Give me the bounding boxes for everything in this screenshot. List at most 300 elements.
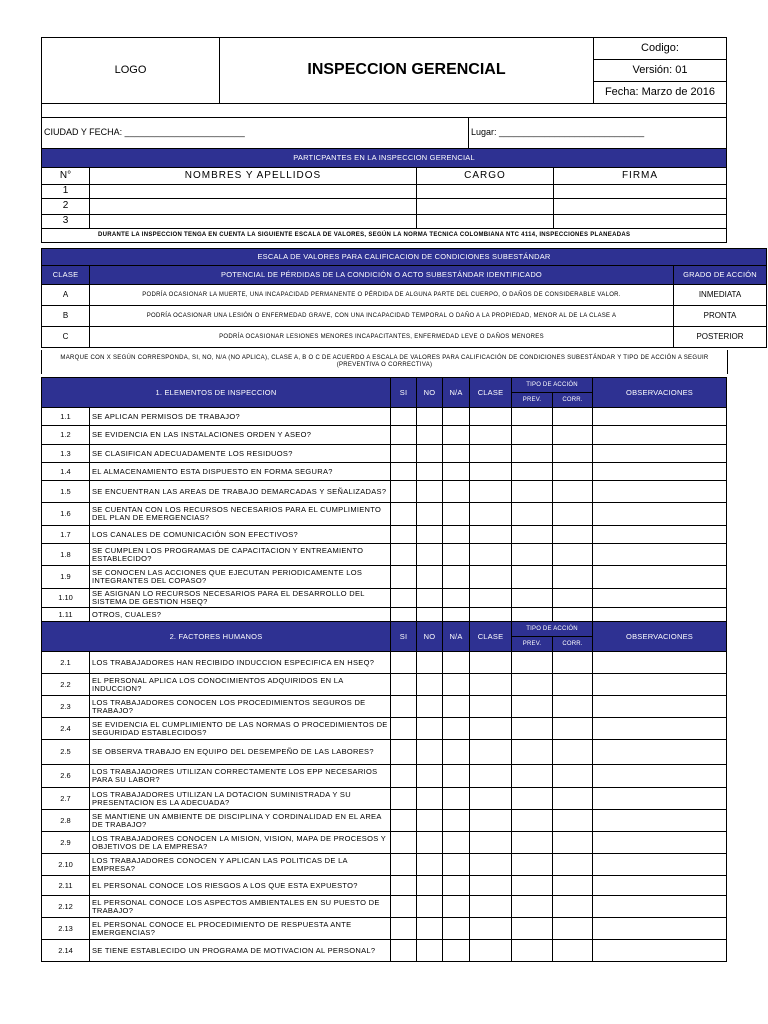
check-cell-na[interactable]	[443, 463, 470, 481]
participant-cargo-cell[interactable]	[417, 215, 554, 229]
check-cell-corr[interactable]	[553, 526, 593, 544]
item-number: 1.1	[42, 408, 90, 426]
check-cell-no[interactable]	[417, 832, 443, 854]
check-cell-no[interactable]	[417, 718, 443, 740]
observaciones-cell[interactable]	[593, 526, 727, 544]
check-cell-si[interactable]	[391, 608, 417, 622]
check-cell-corr[interactable]	[553, 674, 593, 696]
check-cell-na[interactable]	[443, 426, 470, 445]
check-cell-corr[interactable]	[553, 544, 593, 566]
item-question: EL ALMACENAMIENTO ESTA DISPUESTO EN FORMA SEGURA?	[90, 463, 391, 481]
participant-firma-cell[interactable]	[554, 185, 727, 199]
checklist-table	[41, 377, 727, 962]
check-cell-na[interactable]	[443, 876, 470, 896]
check-cell-no[interactable]	[417, 674, 443, 696]
item-question: LOS TRABAJADORES CONOCEN LA MISION, VISION, MAPA DE PROCESOS Y OBJETIVOS DE LA EMPRESA?	[90, 832, 391, 854]
check-cell-na[interactable]	[443, 718, 470, 740]
check-cell-si[interactable]	[391, 408, 417, 426]
check-cell-si[interactable]	[391, 674, 417, 696]
observaciones-cell[interactable]	[593, 608, 727, 622]
scale-row	[42, 327, 767, 348]
check-cell-si[interactable]	[391, 876, 417, 896]
participant-firma-cell[interactable]	[554, 199, 727, 215]
participant-firma-cell[interactable]	[554, 215, 727, 229]
check-cell-na[interactable]	[443, 503, 470, 526]
check-cell-prev[interactable]	[512, 876, 553, 896]
check-cell-prev[interactable]	[512, 810, 553, 832]
check-cell-prev[interactable]	[512, 463, 553, 481]
item-number: 2.11	[42, 876, 90, 896]
check-cell-corr[interactable]	[553, 765, 593, 788]
check-cell-corr[interactable]	[553, 718, 593, 740]
checklist-row	[42, 589, 727, 608]
participant-name-cell[interactable]	[90, 199, 417, 215]
check-cell-prev[interactable]	[512, 481, 553, 503]
check-cell-clase[interactable]	[470, 608, 512, 622]
check-cell-prev[interactable]	[512, 765, 553, 788]
check-cell-prev[interactable]	[512, 788, 553, 810]
check-cell-prev[interactable]	[512, 426, 553, 445]
col-clase: CLASE	[470, 378, 512, 408]
scale-title: ESCALA DE VALORES PARA CALIFICACION DE CONDICIONES SUBESTÁNDAR	[42, 249, 767, 266]
check-cell-na[interactable]	[443, 544, 470, 566]
observaciones-cell[interactable]	[593, 463, 727, 481]
check-cell-si[interactable]	[391, 544, 417, 566]
participant-name-cell[interactable]	[90, 215, 417, 229]
check-cell-no[interactable]	[417, 788, 443, 810]
check-cell-si[interactable]	[391, 940, 417, 962]
check-cell-na[interactable]	[443, 940, 470, 962]
checklist-row	[42, 526, 727, 544]
section-title: 2. FACTORES HUMANOS	[42, 622, 391, 652]
checklist-row	[42, 544, 727, 566]
item-number: 1.8	[42, 544, 90, 566]
item-number: 2.10	[42, 854, 90, 876]
observaciones-cell[interactable]	[593, 876, 727, 896]
check-cell-no[interactable]	[417, 481, 443, 503]
header-spacer	[41, 103, 727, 118]
item-question: OTROS, CUALES?	[90, 608, 391, 622]
check-cell-corr[interactable]	[553, 445, 593, 463]
check-cell-corr[interactable]	[553, 503, 593, 526]
check-cell-si[interactable]	[391, 896, 417, 918]
check-cell-corr[interactable]	[553, 918, 593, 940]
instruction-text: MARQUE CON X SEGÚN CORRESPONDA, SI, NO, N/A (NO APLICA), CLASE A, B O C DE ACUERDO A ESCALA DE VALORES PARA CALIFICACIÓN DE CONDICIONES SUBESTÁNDAR Y TIPO DE ACCIÓN A SEGUIR (PREVENTIVA O CORRECTIVA)	[41, 350, 728, 374]
item-question: LOS TRABAJADORES UTILIZAN LA DOTACION SUMINISTRADA Y SU PRESENTACION ES LA ADECUADA?	[90, 788, 391, 810]
check-cell-prev[interactable]	[512, 696, 553, 718]
check-cell-clase[interactable]	[470, 918, 512, 940]
scale-col-potencial: POTENCIAL DE PÉRDIDAS DE LA CONDICIÓN O ACTO SUBESTÁNDAR IDENTIFICADO	[90, 266, 674, 285]
check-cell-no[interactable]	[417, 652, 443, 674]
checklist-row	[42, 426, 727, 445]
check-cell-si[interactable]	[391, 652, 417, 674]
col-observaciones: OBSERVACIONES	[593, 378, 727, 408]
col-prev: PREV.	[512, 393, 553, 408]
document-code: Codigo:	[594, 38, 727, 60]
checklist-row	[42, 696, 727, 718]
lugar-field[interactable]: Lugar: _____________________________	[469, 118, 727, 149]
item-question: EL PERSONAL CONOCE LOS ASPECTOS AMBIENTALES EN SU PUESTO DE TRABAJO?	[90, 896, 391, 918]
participant-cargo-cell[interactable]	[417, 199, 554, 215]
checklist-row	[42, 503, 727, 526]
scale-grado: INMEDIATA	[674, 285, 767, 306]
item-number: 2.7	[42, 788, 90, 810]
check-cell-clase[interactable]	[470, 674, 512, 696]
check-cell-clase[interactable]	[470, 589, 512, 608]
participants-title: PARTICPANTES EN LA INSPECCION GERENCIAL	[42, 149, 727, 168]
checklist-row	[42, 408, 727, 426]
participant-number: 2	[42, 199, 90, 215]
check-cell-clase[interactable]	[470, 526, 512, 544]
check-cell-na[interactable]	[443, 408, 470, 426]
check-cell-no[interactable]	[417, 544, 443, 566]
check-cell-prev[interactable]	[512, 854, 553, 876]
check-cell-clase[interactable]	[470, 854, 512, 876]
check-cell-si[interactable]	[391, 503, 417, 526]
scale-table	[41, 248, 767, 348]
check-cell-si[interactable]	[391, 740, 417, 765]
check-cell-si[interactable]	[391, 918, 417, 940]
item-number: 1.10	[42, 589, 90, 608]
scale-clase: B	[42, 306, 90, 327]
participants-col-n: N°	[42, 168, 90, 185]
check-cell-clase[interactable]	[470, 788, 512, 810]
item-number: 2.2	[42, 674, 90, 696]
check-cell-na[interactable]	[443, 526, 470, 544]
check-cell-corr[interactable]	[553, 896, 593, 918]
scale-description: PODRÍA OCASIONAR LA MUERTE, UNA INCAPACIDAD PERMANENTE O PÉRDIDA DE ALGUNA PARTE DEL CUERPO, O DAÑOS DE CONSIDERABLE VALOR.	[90, 285, 674, 306]
check-cell-na[interactable]	[443, 810, 470, 832]
scale-row	[42, 306, 767, 327]
check-cell-si[interactable]	[391, 810, 417, 832]
check-cell-clase[interactable]	[470, 481, 512, 503]
item-question: SE EVIDENCIA EL CUMPLIMIENTO DE LAS NORMAS O PROCEDIMIENTOS DE SEGURIDAD ESTABLECIDOS?	[90, 718, 391, 740]
checklist-row	[42, 832, 727, 854]
observaciones-cell[interactable]	[593, 408, 727, 426]
check-cell-prev[interactable]	[512, 652, 553, 674]
check-cell-no[interactable]	[417, 765, 443, 788]
check-cell-corr[interactable]	[553, 481, 593, 503]
check-cell-clase[interactable]	[470, 740, 512, 765]
check-cell-clase[interactable]	[470, 463, 512, 481]
check-cell-na[interactable]	[443, 788, 470, 810]
check-cell-prev[interactable]	[512, 832, 553, 854]
check-cell-na[interactable]	[443, 566, 470, 589]
check-cell-na[interactable]	[443, 652, 470, 674]
check-cell-no[interactable]	[417, 589, 443, 608]
item-question: SE CLASIFICAN ADECUADAMENTE LOS RESIDUOS?	[90, 445, 391, 463]
item-number: 2.9	[42, 832, 90, 854]
check-cell-no[interactable]	[417, 940, 443, 962]
scale-description: PODRÍA OCASIONAR LESIONES MENORES INCAPACITANTES, ENFERMEDAD LEVE O DAÑOS MENORES	[90, 327, 674, 348]
check-cell-si[interactable]	[391, 696, 417, 718]
check-cell-prev[interactable]	[512, 526, 553, 544]
check-cell-no[interactable]	[417, 445, 443, 463]
check-cell-si[interactable]	[391, 589, 417, 608]
check-cell-clase[interactable]	[470, 810, 512, 832]
observaciones-cell[interactable]	[593, 426, 727, 445]
item-number: 2.1	[42, 652, 90, 674]
checklist-row	[42, 896, 727, 918]
check-cell-na[interactable]	[443, 854, 470, 876]
item-question: SE EVIDENCIA EN LAS INSTALACIONES ORDEN Y ASEO?	[90, 426, 391, 445]
section-title: 1. ELEMENTOS DE INSPECCION	[42, 378, 391, 408]
check-cell-corr[interactable]	[553, 589, 593, 608]
check-cell-no[interactable]	[417, 463, 443, 481]
check-cell-na[interactable]	[443, 740, 470, 765]
check-cell-corr[interactable]	[553, 566, 593, 589]
checklist-row	[42, 918, 727, 940]
check-cell-prev[interactable]	[512, 896, 553, 918]
escala-note: DURANTE LA INSPECCION TENGA EN CUENTA LA SIGUIENTE ESCALA DE VALORES, SEGÚN LA NORMA TECNICA COLOMBIANA NTC 4114, INSPECCIONES PLANEADAS	[42, 229, 727, 243]
checklist-row	[42, 810, 727, 832]
col-tipo-accion: TIPO DE ACCIÓN	[512, 378, 593, 393]
check-cell-si[interactable]	[391, 765, 417, 788]
item-number: 2.12	[42, 896, 90, 918]
observaciones-cell[interactable]	[593, 674, 727, 696]
item-number: 1.5	[42, 481, 90, 503]
participants-col-cargo: CARGO	[417, 168, 554, 185]
observaciones-cell[interactable]	[593, 696, 727, 718]
observaciones-cell[interactable]	[593, 788, 727, 810]
check-cell-corr[interactable]	[553, 696, 593, 718]
check-cell-clase[interactable]	[470, 896, 512, 918]
check-cell-no[interactable]	[417, 503, 443, 526]
observaciones-cell[interactable]	[593, 854, 727, 876]
observaciones-cell[interactable]	[593, 718, 727, 740]
check-cell-prev[interactable]	[512, 674, 553, 696]
item-question: SE CONOCEN LAS ACCIONES QUE EJECUTAN PERIODICAMENTE LOS INTEGRANTES DEL COPASO?	[90, 566, 391, 589]
check-cell-prev[interactable]	[512, 740, 553, 765]
participant-cargo-cell[interactable]	[417, 185, 554, 199]
participants-col-nombres: NOMBRES Y APELLIDOS	[90, 168, 417, 185]
col-no: NO	[417, 378, 443, 408]
participant-row	[42, 215, 727, 229]
check-cell-na[interactable]	[443, 832, 470, 854]
item-number: 2.4	[42, 718, 90, 740]
check-cell-si[interactable]	[391, 526, 417, 544]
check-cell-clase[interactable]	[470, 652, 512, 674]
checklist-row	[42, 765, 727, 788]
check-cell-na[interactable]	[443, 765, 470, 788]
col-tipo-accion: TIPO DE ACCIÓN	[512, 622, 593, 637]
item-number: 1.6	[42, 503, 90, 526]
participants-table	[41, 148, 727, 243]
col-prev: PREV.	[512, 637, 553, 652]
check-cell-clase[interactable]	[470, 544, 512, 566]
check-cell-clase[interactable]	[470, 503, 512, 526]
observaciones-cell[interactable]	[593, 652, 727, 674]
observaciones-cell[interactable]	[593, 896, 727, 918]
check-cell-corr[interactable]	[553, 652, 593, 674]
check-cell-corr[interactable]	[553, 940, 593, 962]
item-number: 1.3	[42, 445, 90, 463]
check-cell-no[interactable]	[417, 408, 443, 426]
location-row	[41, 117, 727, 149]
item-question: SE ASIGNAN LO RECURSOS NECESARIOS PARA EL DESARROLLO DEL SISTEMA DE GESTION HSEQ?	[90, 589, 391, 608]
checklist-row	[42, 740, 727, 765]
col-si: SI	[391, 622, 417, 652]
check-cell-clase[interactable]	[470, 832, 512, 854]
checklist-row	[42, 608, 727, 622]
check-cell-si[interactable]	[391, 854, 417, 876]
item-question: LOS TRABAJADORES CONOCEN Y APLICAN LAS POLITICAS DE LA EMPRESA?	[90, 854, 391, 876]
check-cell-si[interactable]	[391, 445, 417, 463]
check-cell-no[interactable]	[417, 426, 443, 445]
check-cell-na[interactable]	[443, 674, 470, 696]
scale-col-grado: GRADO DE ACCIÓN	[674, 266, 767, 285]
check-cell-prev[interactable]	[512, 589, 553, 608]
check-cell-si[interactable]	[391, 426, 417, 445]
checklist-row	[42, 463, 727, 481]
checklist-row	[42, 876, 727, 896]
item-question: SE CUMPLEN LOS PROGRAMAS DE CAPACITACION Y ENTREAMIENTO ESTABLECIDO?	[90, 544, 391, 566]
col-clase: CLASE	[470, 622, 512, 652]
col-corr: CORR.	[553, 393, 593, 408]
document-title: INSPECCION GERENCIAL	[220, 38, 594, 104]
check-cell-prev[interactable]	[512, 718, 553, 740]
item-number: 2.6	[42, 765, 90, 788]
item-question: EL PERSONAL CONOCE EL PROCEDIMIENTO DE RESPUESTA ANTE EMERGENCIAS?	[90, 918, 391, 940]
observaciones-cell[interactable]	[593, 740, 727, 765]
check-cell-na[interactable]	[443, 918, 470, 940]
observaciones-cell[interactable]	[593, 544, 727, 566]
check-cell-prev[interactable]	[512, 940, 553, 962]
item-number: 2.8	[42, 810, 90, 832]
participant-number: 1	[42, 185, 90, 199]
document-version: Versión: 01	[594, 60, 727, 82]
check-cell-na[interactable]	[443, 445, 470, 463]
check-cell-no[interactable]	[417, 896, 443, 918]
item-question: EL PERSONAL CONOCE LOS RIESGOS A LOS QUE ESTA EXPUESTO?	[90, 876, 391, 896]
check-cell-si[interactable]	[391, 566, 417, 589]
check-cell-clase[interactable]	[470, 718, 512, 740]
observaciones-cell[interactable]	[593, 481, 727, 503]
check-cell-prev[interactable]	[512, 503, 553, 526]
check-cell-clase[interactable]	[470, 566, 512, 589]
observaciones-cell[interactable]	[593, 918, 727, 940]
check-cell-prev[interactable]	[512, 408, 553, 426]
item-number: 2.13	[42, 918, 90, 940]
check-cell-si[interactable]	[391, 463, 417, 481]
observaciones-cell[interactable]	[593, 940, 727, 962]
check-cell-prev[interactable]	[512, 608, 553, 622]
item-question: SE ENCUENTRAN LAS AREAS DE TRABAJO DEMARCADAS Y SEÑALIZADAS?	[90, 481, 391, 503]
check-cell-corr[interactable]	[553, 408, 593, 426]
checklist-row	[42, 652, 727, 674]
check-cell-prev[interactable]	[512, 566, 553, 589]
check-cell-corr[interactable]	[553, 854, 593, 876]
observaciones-cell[interactable]	[593, 765, 727, 788]
check-cell-si[interactable]	[391, 481, 417, 503]
check-cell-corr[interactable]	[553, 876, 593, 896]
item-number: 2.5	[42, 740, 90, 765]
check-cell-corr[interactable]	[553, 810, 593, 832]
document-header	[41, 37, 727, 104]
check-cell-no[interactable]	[417, 918, 443, 940]
item-question: LOS TRABAJADORES HAN RECIBIDO INDUCCION ESPECIFICA EN HSEQ?	[90, 652, 391, 674]
check-cell-clase[interactable]	[470, 765, 512, 788]
check-cell-no[interactable]	[417, 810, 443, 832]
item-number: 1.4	[42, 463, 90, 481]
check-cell-si[interactable]	[391, 788, 417, 810]
observaciones-cell[interactable]	[593, 589, 727, 608]
ciudad-fecha-field[interactable]: CIUDAD Y FECHA: ________________________	[42, 118, 469, 149]
check-cell-na[interactable]	[443, 896, 470, 918]
check-cell-corr[interactable]	[553, 788, 593, 810]
check-cell-corr[interactable]	[553, 463, 593, 481]
check-cell-no[interactable]	[417, 608, 443, 622]
item-number: 1.2	[42, 426, 90, 445]
check-cell-no[interactable]	[417, 876, 443, 896]
check-cell-no[interactable]	[417, 740, 443, 765]
scale-clase: C	[42, 327, 90, 348]
scale-clase: A	[42, 285, 90, 306]
item-number: 1.7	[42, 526, 90, 544]
col-na: N/A	[443, 622, 470, 652]
check-cell-clase[interactable]	[470, 445, 512, 463]
item-question: EL PERSONAL APLICA LOS CONOCIMIENTOS ADQUIRIDOS EN LA INDUCCION?	[90, 674, 391, 696]
check-cell-corr[interactable]	[553, 740, 593, 765]
check-cell-na[interactable]	[443, 696, 470, 718]
col-no: NO	[417, 622, 443, 652]
check-cell-no[interactable]	[417, 854, 443, 876]
check-cell-prev[interactable]	[512, 544, 553, 566]
checklist-row	[42, 718, 727, 740]
observaciones-cell[interactable]	[593, 503, 727, 526]
scale-row	[42, 285, 767, 306]
check-cell-clase[interactable]	[470, 408, 512, 426]
observaciones-cell[interactable]	[593, 566, 727, 589]
checklist-row	[42, 674, 727, 696]
check-cell-na[interactable]	[443, 608, 470, 622]
check-cell-corr[interactable]	[553, 832, 593, 854]
checklist-row	[42, 445, 727, 463]
check-cell-clase[interactable]	[470, 426, 512, 445]
observaciones-cell[interactable]	[593, 832, 727, 854]
item-number: 1.11	[42, 608, 90, 622]
check-cell-no[interactable]	[417, 566, 443, 589]
participant-row	[42, 185, 727, 199]
check-cell-clase[interactable]	[470, 940, 512, 962]
item-question: SE TIENE ESTABLECIDO UN PROGRAMA DE MOTIVACION AL PERSONAL?	[90, 940, 391, 962]
check-cell-corr[interactable]	[553, 608, 593, 622]
check-cell-si[interactable]	[391, 832, 417, 854]
scale-description: PODRÍA OCASIONAR UNA LESIÓN O ENFERMEDAD GRAVE, CON UNA INCAPACIDAD TEMPORAL O DAÑO A LA PROPIEDAD, MENOR AL DE LA CLASE A	[90, 306, 674, 327]
participant-row	[42, 199, 727, 215]
scale-col-clase: CLASE	[42, 266, 90, 285]
observaciones-cell[interactable]	[593, 810, 727, 832]
item-number: 2.3	[42, 696, 90, 718]
check-cell-na[interactable]	[443, 589, 470, 608]
check-cell-clase[interactable]	[470, 696, 512, 718]
check-cell-si[interactable]	[391, 718, 417, 740]
check-cell-na[interactable]	[443, 481, 470, 503]
check-cell-prev[interactable]	[512, 445, 553, 463]
participant-name-cell[interactable]	[90, 185, 417, 199]
check-cell-clase[interactable]	[470, 876, 512, 896]
document-date: Fecha: Marzo de 2016	[594, 82, 727, 104]
col-corr: CORR.	[553, 637, 593, 652]
check-cell-prev[interactable]	[512, 918, 553, 940]
check-cell-no[interactable]	[417, 696, 443, 718]
check-cell-corr[interactable]	[553, 426, 593, 445]
observaciones-cell[interactable]	[593, 445, 727, 463]
col-observaciones: OBSERVACIONES	[593, 622, 727, 652]
item-question: SE CUENTAN CON LOS RECURSOS NECESARIOS PARA EL CUMPLIMIENTO DEL PLAN DE EMERGENCIAS?	[90, 503, 391, 526]
item-question: LOS TRABAJADORES CONOCEN LOS PROCEDIMIENTOS SEGUROS DE TRABAJO?	[90, 696, 391, 718]
check-cell-no[interactable]	[417, 526, 443, 544]
